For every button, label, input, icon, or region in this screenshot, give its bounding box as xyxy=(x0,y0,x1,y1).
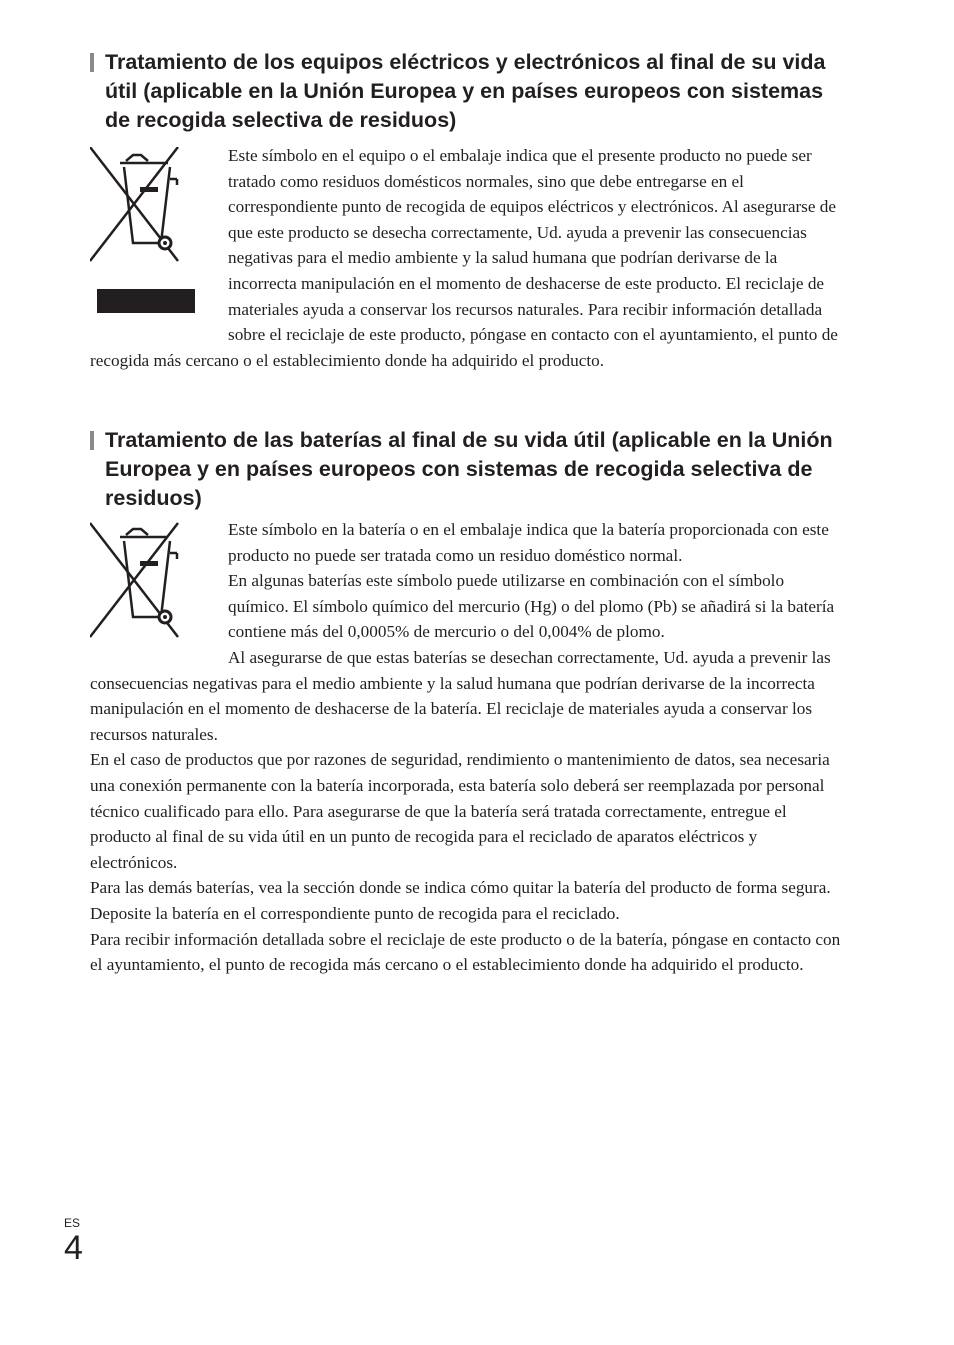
paragraph: En el caso de productos que por razones de seguridad, rendimiento o mantenimiento de datos, sea necesaria una conexión permanente con la batería incorporada, esta batería solo deberá ser reemplazada por personal técnico cualificado para ello. Para asegurarse de que la batería será tratada correctamente, entregue el producto al final de su vida útil en un punto de recogida para el reciclado de aparatos eléctricos y electrónicos. xyxy=(90,750,830,872)
heading-text: Tratamiento de las baterías al final de su vida útil (aplicable en la Unión Europea y en países europeos con sistemas de recogida selectiva de residuos) xyxy=(105,428,833,510)
crossed-out-wheeled-bin-icon xyxy=(90,521,214,643)
heading-text: Tratamiento de los equipos eléctricos y electrónicos al final de su vida útil (aplicable en la Unión Europea y en países europeos con sistemas de recogida selectiva de residuos) xyxy=(105,50,826,132)
language-code: ES xyxy=(64,1216,81,1230)
section-body xyxy=(90,143,842,373)
section-battery-disposal xyxy=(90,426,842,978)
heading-marker xyxy=(90,431,94,450)
crossed-out-wheeled-bin-icon xyxy=(90,147,214,319)
page-number: 4 xyxy=(64,1229,83,1267)
heading-marker xyxy=(90,53,94,72)
paragraph: Este símbolo en la batería o en el embalaje indica que la batería proporcionada con este producto no puede ser tratada como un residuo doméstico normal. xyxy=(228,520,829,565)
paragraph: Al asegurarse de que estas baterías se desechan correctamente, Ud. ayuda a prevenir las consecuencias negativas para el medio ambiente y la salud humana que podrían derivarse de la incorrecta manipulación en el momento de deshacerse de la batería. El reciclaje de materiales ayuda a conservar los recursos naturales. xyxy=(90,647,831,744)
paragraph: En algunas baterías este símbolo puede utilizarse en combinación con el símbolo químico. El símbolo químico del mercurio (Hg) o del plomo (Pb) se añadirá si la batería contiene más del 0,0005% de mercurio o del 0,004% de plomo. xyxy=(228,571,835,642)
section-equipment-disposal xyxy=(90,48,842,373)
section-heading xyxy=(90,426,842,513)
section-body xyxy=(90,517,842,978)
paragraph: Para las demás baterías, vea la sección donde se indica cómo quitar la batería del producto de forma segura. xyxy=(90,878,831,898)
paragraph: Este símbolo en el equipo o el embalaje indica que el presente producto no puede ser tratado como residuos domésticos normales, sino que debe entregarse en el correspondiente punto de recogida de equipos eléctricos y electrónicos. Al asegurarse de que este producto se desecha correctamente, Ud. ayuda a prevenir las consecuencias negativas para el medio ambiente y la salud humana que podrían derivarse de la incorrecta manipulación en el momento de deshacerse de este producto. El reciclaje de materiales ayuda a conservar los recursos naturales. Para recibir información detallada sobre el reciclaje de este producto, póngase en contacto con el ayuntamiento, el punto de recogida más cercano o el establecimiento donde ha adquirido el producto. xyxy=(90,146,838,370)
paragraph: Para recibir información detallada sobre el reciclaje de este producto o de la batería, póngase en contacto con el ayuntamiento, el punto de recogida más cercano o el establecimiento donde ha adquirido el producto. xyxy=(90,929,841,975)
paragraph: Deposite la batería en el correspondiente punto de recogida para el reciclado. xyxy=(90,903,620,923)
page-footer xyxy=(64,1216,83,1266)
section-heading xyxy=(90,48,842,135)
